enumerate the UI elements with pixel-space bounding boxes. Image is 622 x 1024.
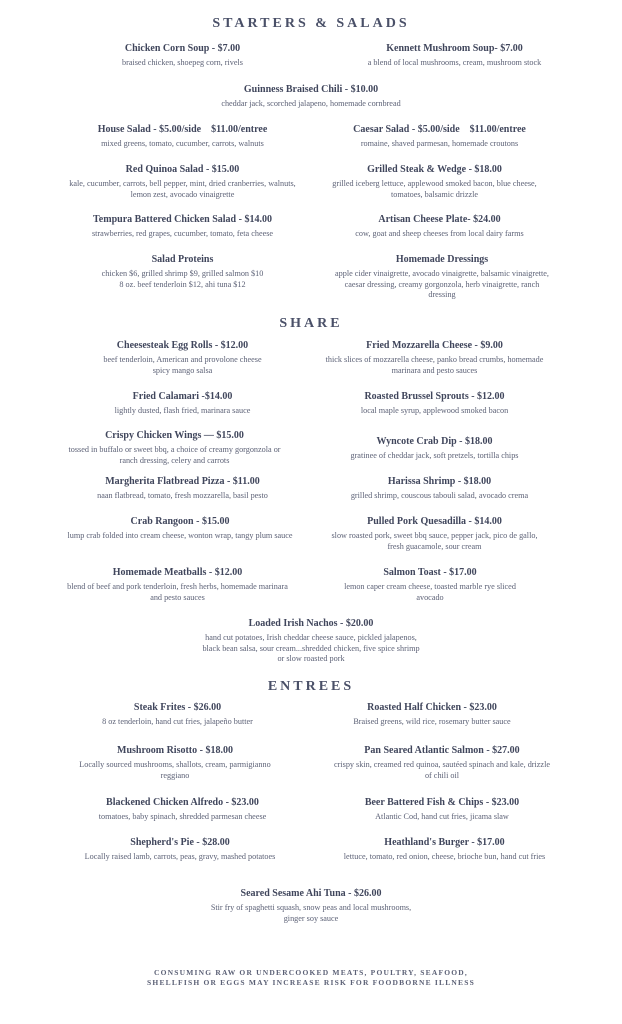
item-description: hand cut potatoes, Irish cheddar cheese sauce, pickled jalapenos, black bean salsa, sour cream...shredded chicken, five spice shrimp or slow roasted pork (202, 633, 420, 663)
item-name: Loaded Irish Nachos - $20.00 (248, 618, 374, 629)
menu-item-wyncote-crab-dip (312, 435, 557, 462)
menu-item-mushroom-risotto (75, 744, 275, 781)
item-description: tomatoes, baby spinach, shredded parmesan cheese (98, 812, 267, 821)
item-name: Wyncote Crab Dip - $18.00 (376, 436, 493, 447)
item-description: cheddar jack, scorched jalapeno, homemade cornbread (221, 99, 401, 108)
item-description: Braised greens, wild rice, rosemary butter sauce (353, 717, 511, 726)
item-description: a blend of local mushrooms, cream, mushroom stock (367, 58, 542, 67)
item-description: romaine, shaved parmesan, homemade croutons (360, 139, 519, 148)
item-description: 8 oz tenderloin, hand cut fries, jalapeño butter (102, 717, 253, 726)
item-name: Beer Battered Fish & Chips - $23.00 (364, 797, 520, 808)
menu-item-red-quinoa-salad (65, 163, 300, 200)
item-name: Roasted Half Chicken - $23.00 (367, 702, 497, 713)
item-description: naan flatbread, tomato, fresh mozzarella, basil pesto (97, 491, 268, 500)
section-title-entrees: ENTREES (267, 679, 355, 694)
menu-item-steak-frites (55, 701, 300, 728)
item-name: Fried Calamari -$14.00 (132, 391, 233, 402)
menu-item-crab-rangoon (60, 515, 300, 542)
menu-item-grilled-steak-wedge (322, 163, 547, 200)
menu-item-fried-mozzarella (322, 339, 547, 376)
menu-item-shepherds-pie (80, 836, 280, 863)
menu-item-crispy-chicken-wings (62, 429, 287, 466)
item-description: lettuce, tomato, red onion, cheese, brioche bun, hand cut fries (343, 852, 546, 861)
menu-item-margherita-flatbread (50, 475, 315, 502)
item-name: House Salad - $5.00/side $11.00/entree (97, 124, 268, 135)
item-name: Seared Sesame Ahi Tuna - $26.00 (240, 888, 382, 899)
item-name: Mushroom Risotto - $18.00 (117, 745, 233, 756)
item-description: blend of beef and pork tenderloin, fresh herbs, homemade marinara and pesto sauces (67, 582, 288, 602)
menu-item-chicken-corn-soup (60, 42, 305, 69)
menu-item-seared-ahi-tuna (206, 887, 416, 924)
food-safety-disclaimer (0, 968, 622, 988)
item-name: Blackened Chicken Alfredo - $23.00 (106, 797, 259, 808)
menu-item-harissa-shrimp (312, 475, 567, 502)
item-name: Roasted Brussel Sprouts - $12.00 (364, 391, 505, 402)
item-description: Locally sourced mushrooms, shallots, cream, parmigianno reggiano (79, 760, 271, 780)
menu-item-homemade-meatballs (65, 566, 290, 603)
item-name: Guinness Braised Chili - $10.00 (243, 84, 379, 95)
item-name: Steak Frites - $26.00 (133, 702, 222, 713)
item-description: grilled shrimp, couscous tabouli salad, avocado crema (350, 491, 529, 500)
menu-item-tempura-chicken-salad (55, 213, 310, 240)
disclaimer-line-2: SHELLFISH OR EGGS MAY INCREASE RISK FOR FOODBORNE ILLNESS (147, 978, 475, 987)
item-name: Heathland's Burger - $17.00 (384, 837, 505, 848)
item-name: Homemade Dressings (395, 254, 489, 265)
menu-item-artisan-cheese-plate (312, 213, 567, 240)
menu-item-fried-calamari (60, 390, 305, 417)
item-name: Caesar Salad - $5.00/side $11.00/entree (353, 124, 526, 135)
item-description: gratinee of cheddar jack, soft pretzels, tortilla chips (350, 451, 519, 460)
item-description: Stir fry of spaghetti squash, snow peas and local mushrooms, ginger soy sauce (210, 903, 412, 923)
menu-item-roasted-half-chicken (322, 701, 542, 728)
item-description: lump crab folded into cream cheese, wonton wrap, tangy plum sauce (67, 531, 293, 540)
item-description: grilled iceberg lettuce, applewood smoked bacon, blue cheese, tomatoes, balsamic drizzle (332, 179, 537, 199)
menu-item-guinness-chili (161, 83, 461, 110)
item-description: lemon caper cream cheese, toasted marble rye sliced avocado (344, 582, 516, 602)
section-title-share: SHARE (279, 316, 343, 331)
item-description: tossed in buffalo or sweet bbq, a choice of creamy gorgonzola or ranch dressing, celery and carrots (68, 445, 281, 465)
disclaimer-line-1: CONSUMING RAW OR UNDERCOOKED MEATS, POULTRY, SEAFOOD, (154, 968, 468, 977)
item-name: Red Quinoa Salad - $15.00 (125, 164, 240, 175)
item-name: Chicken Corn Soup - $7.00 (124, 43, 241, 54)
item-description: chicken $6, grilled shrimp $9, grilled salmon $10 8 oz. beef tenderloin $12, ahi tuna $12 (101, 269, 264, 289)
item-name: Kennett Mushroom Soup- $7.00 (386, 43, 523, 54)
item-name: Harissa Shrimp - $18.00 (387, 476, 492, 487)
item-description: strawberries, red grapes, cucumber, tomato, feta cheese (91, 229, 274, 238)
item-name: Pulled Pork Quesadilla - $14.00 (367, 516, 502, 527)
item-description: Atlantic Cod, hand cut fries, jicama slaw (375, 812, 509, 821)
item-description: local maple syrup, applewood smoked bacon (360, 406, 509, 415)
item-name: Tempura Battered Chicken Salad - $14.00 (93, 214, 272, 225)
item-description: thick slices of mozzarella cheese, panko bread crumbs, homemade marinara and pesto sauces (325, 355, 544, 375)
menu-item-kennett-mushroom-soup (322, 42, 587, 69)
menu-item-heathlands-burger (337, 836, 552, 863)
menu-item-fish-and-chips (322, 796, 562, 823)
item-description: lightly dusted, flash fried, marinara sauce (114, 406, 251, 415)
item-description: Locally raised lamb, carrots, peas, gravy, mashed potatoes (84, 852, 276, 861)
item-name: Pan Seared Atlantic Salmon - $27.00 (364, 745, 520, 756)
menu-item-salmon-toast (335, 566, 525, 603)
item-description: crispy skin, creamed red quinoa, sautéed spinach and kale, drizzle of chili oil (334, 760, 550, 780)
item-description: cow, goat and sheep cheeses from local dairy farms (355, 229, 524, 238)
menu-item-loaded-irish-nachos (201, 617, 421, 665)
section-title-starters: STARTERS & SALADS (212, 16, 410, 31)
menu-item-pulled-pork-quesadilla (327, 515, 542, 552)
menu-item-blackened-chicken-alfredo (55, 796, 310, 823)
menu-item-salad-proteins (55, 253, 310, 290)
item-description: apple cider vinaigrette, avocado vinaigrette, balsamic vinaigrette, caesar dressing, creamy gorgonzola, herb vinaigrette, ranch dressing (335, 269, 549, 299)
item-name: Salmon Toast - $17.00 (383, 567, 477, 578)
menu-item-house-salad (55, 123, 310, 150)
item-description: braised chicken, shoepeg corn, rivels (122, 58, 243, 67)
item-description: slow roasted pork, sweet bbq sauce, pepper jack, pico de gallo, fresh guacamole, sour cream (331, 531, 538, 551)
item-description: mixed greens, tomato, cucumber, carrots, walnuts (101, 139, 264, 148)
menu-item-homemade-dressings (332, 253, 552, 301)
menu-item-cheesesteak-egg-rolls (60, 339, 305, 376)
item-description: beef tenderloin, American and provolone cheese spicy mango salsa (103, 355, 262, 375)
item-name: Crispy Chicken Wings — $15.00 (105, 430, 244, 441)
menu-item-roasted-brussel-sprouts (312, 390, 557, 417)
item-name: Artisan Cheese Plate- $24.00 (378, 214, 501, 225)
item-name: Cheesesteak Egg Rolls - $12.00 (116, 340, 249, 351)
item-description: kale, cucumber, carrots, bell pepper, mint, dried cranberries, walnuts, lemon zest, avocado vinaigrette (69, 179, 296, 199)
item-name: Salad Proteins (151, 254, 214, 265)
menu-item-caesar-salad (312, 123, 567, 150)
item-name: Homemade Meatballs - $12.00 (112, 567, 243, 578)
item-name: Margherita Flatbread Pizza - $11.00 (105, 476, 260, 487)
item-name: Fried Mozzarella Cheese - $9.00 (366, 340, 503, 351)
item-name: Crab Rangoon - $15.00 (130, 516, 230, 527)
item-name: Grilled Steak & Wedge - $18.00 (367, 164, 502, 175)
menu-item-pan-seared-salmon (332, 744, 552, 781)
item-name: Shepherd's Pie - $28.00 (130, 837, 230, 848)
